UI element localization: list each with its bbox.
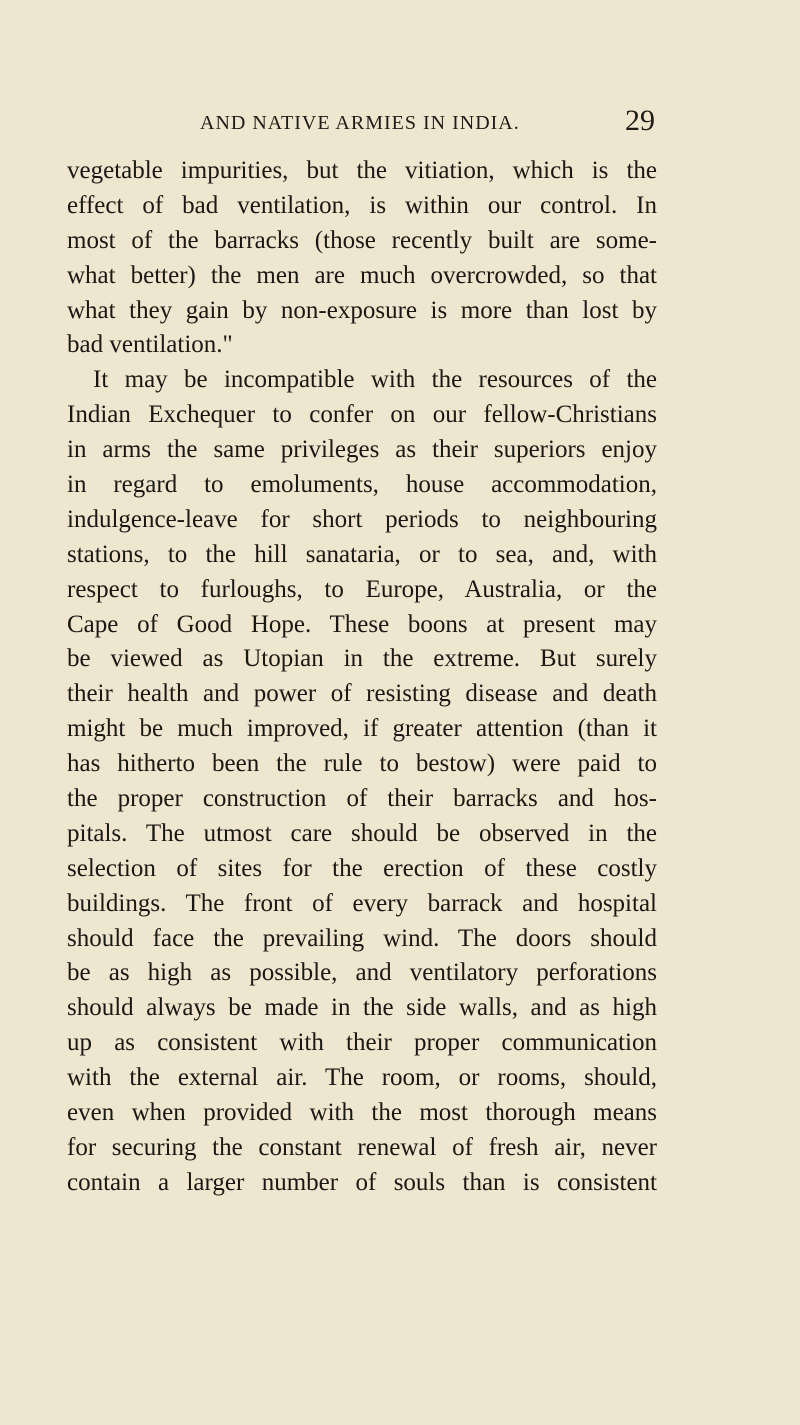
text-line: the proper construction of their barracks and hos- xyxy=(67,785,657,813)
text-line: what better) the men are much overcrowded, so that xyxy=(67,261,657,289)
paragraph-end-line: bad ventilation." xyxy=(67,331,233,359)
text-line: contain a larger number of souls than is consistent xyxy=(67,1168,657,1196)
text-line: has hitherto been the rule to bestow) were paid to xyxy=(67,750,657,778)
text-line: effect of bad ventilation, is within our control. In xyxy=(67,191,657,219)
text-line: with the external air. The room, or rooms, should, xyxy=(67,1064,657,1092)
text-line: be as high as possible, and ventilatory perforations xyxy=(67,959,657,987)
running-head-title: AND NATIVE ARMIES IN INDIA. xyxy=(200,112,520,134)
text-line: Cape of Good Hope. These boons at present may xyxy=(67,610,657,638)
running-head xyxy=(200,104,655,144)
text-line: should always be made in the side walls, and as high xyxy=(67,994,657,1022)
text-line: stations, to the hill sanataria, or to sea, and, with xyxy=(67,540,657,568)
text-line: should face the prevailing wind. The doors should xyxy=(67,924,657,952)
text-line: their health and power of resisting disease and death xyxy=(67,680,657,708)
text-line: pitals. The utmost care should be observed in the xyxy=(67,819,657,847)
text-line: be viewed as Utopian in the extreme. But surely xyxy=(67,645,657,673)
text-line: vegetable impurities, but the vitiation, which is the xyxy=(67,157,657,184)
text-line: might be much improved, if greater attention (than it xyxy=(67,715,657,743)
text-line: up as consistent with their proper communication xyxy=(67,1029,657,1057)
text-line: in regard to emoluments, house accommodation, xyxy=(67,471,657,499)
text-line: in arms the same privileges as their superiors enjoy xyxy=(67,436,657,464)
text-line: indulgence-leave for short periods to neighbouring xyxy=(67,505,657,533)
text-line: even when provided with the most thorough means xyxy=(67,1099,657,1127)
page-number: 29 xyxy=(625,104,655,137)
text-line: most of the barracks (those recently built are some- xyxy=(67,226,657,254)
paragraph-start-line: It may be incompatible with the resources of the xyxy=(93,366,657,394)
text-line: selection of sites for the erection of these costly xyxy=(67,854,657,882)
text-line: Indian Exchequer to confer on our fellow-Christians xyxy=(67,401,657,429)
text-line: buildings. The front of every barrack and hospital xyxy=(67,889,657,917)
text-line: respect to furloughs, to Europe, Australia, or the xyxy=(67,575,657,603)
text-line: for securing the constant renewal of fresh air, never xyxy=(67,1133,657,1161)
text-line: what they gain by non-exposure is more than lost by xyxy=(67,296,657,324)
body-text xyxy=(67,154,657,1201)
